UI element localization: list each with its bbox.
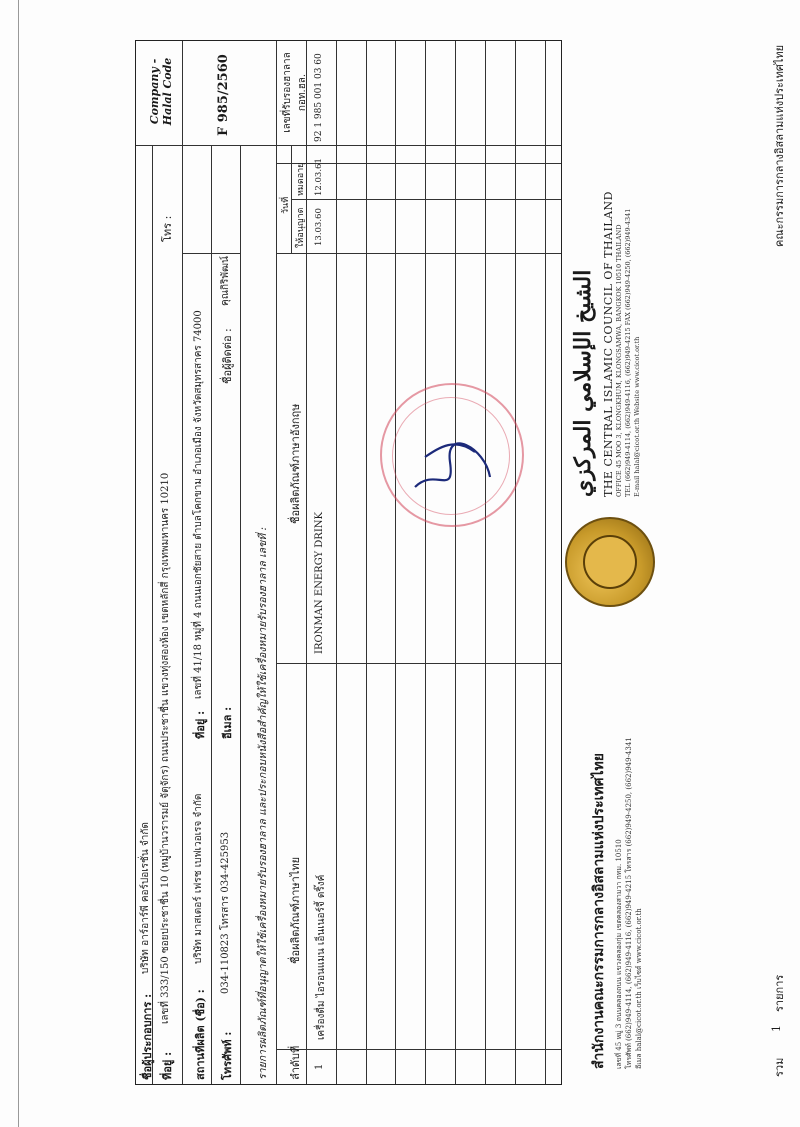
email-label: อีเมล : xyxy=(221,706,234,739)
address-label: ที่อยู่ : xyxy=(161,1051,174,1080)
row-1-issue-date: 13.03.60 xyxy=(314,208,324,246)
certificate-form xyxy=(135,40,562,1085)
factory-address-label: ที่อยู่ : xyxy=(194,710,207,739)
total-unit: รายการ xyxy=(773,974,786,1012)
org-name-english: THE CENTRAL ISLAMIC COUNCIL OF THAILAND xyxy=(602,191,615,497)
contact-label: ชื่อผู้ติดต่อ : xyxy=(221,328,234,384)
org-name-thai: สำนักงานคณะกรรมการกลางอิสลามแห่งประเทศไทย xyxy=(591,753,607,1069)
factory-address-value: เลขที่ 41/18 หมู่ที่ 4 ถนนเอกชัยสาย ตำบลโคกขาม อำเภอเมือง จังหวัดสมุทรสาคร 74000 xyxy=(193,310,204,699)
page-edge-line xyxy=(18,0,19,1127)
header-thai xyxy=(588,629,644,1069)
col-date-header: วันที่ xyxy=(281,196,291,214)
total-label: รวม xyxy=(773,1057,786,1077)
company-halal-label: Company - Halal Code xyxy=(148,57,174,126)
company-label: ชื่อผู้ประกอบการ : xyxy=(141,993,154,1080)
header-english xyxy=(570,137,642,497)
list-intro: รายการผลิตภัณฑ์ที่อนุญาตให้ใช้เครื่องหมายรับรองฮาลาล และประกอบหนังสือสำคัญให้ใช้เครื่องหมายรับรองฮาลาล เลขที่ : xyxy=(257,526,269,1080)
row-1-cert-number: 92 1 985 001 03 60 xyxy=(314,53,324,142)
org-name-arabic: الشيخ الإسلامي المركزي xyxy=(570,269,596,497)
col-expire-header: หมดอายุ xyxy=(296,162,306,196)
company-halal-value: F 985/2560 xyxy=(216,54,231,136)
col-name-en-header: ชื่อผลิตภัณฑ์ภาษาอังกฤษ xyxy=(289,403,302,524)
org-address-english: OFFICE 45 MOO 3, KLONGKHUM, KLONGSAMWA, BANGKOK 10510 THAILAND xyxy=(615,224,623,497)
col-issue-header: ให้อนุญาต xyxy=(296,207,306,248)
col-cert-header: เลขที่รับรองฮาลาล กอท.ฮล. xyxy=(282,52,308,133)
row-1-name-th: เครื่องดื่ม ไอรอนแมน เอ็นเนอร์จี้ ดริ๊งค์ xyxy=(316,874,327,1040)
factory-value: บริษัท มาสเตอร์ เฟรช เบฟเวอเรจ จำกัด xyxy=(193,793,204,964)
tel-label: โทรศัพท์ : xyxy=(221,1031,234,1080)
company-value: บริษัท อาร์อาร์พี คอร์ปอเรชั่น จำกัด xyxy=(140,822,151,974)
row-1-name-en: IRONMAN ENERGY DRINK xyxy=(314,511,325,654)
phone-label: โทร : xyxy=(161,215,174,242)
org-phone-english: TEL (662)949-4114, (662)949-4116, (662)949-4215 FAX (662)949-4250, (662)949-4341 xyxy=(624,208,632,497)
address-value: เลขที่ 333/150 ซอยประชาชื่น 10 (หมู่บ้านวรารมย์ จัตุจักร) ถนนประชาชื่น แขวงทุ่งสองห้อง เขตหลักสี่ กรุงเทพมหานคร 10210 xyxy=(160,472,171,1024)
col-name-th-header: ชื่อผลิตภัณฑ์ภาษาไทย xyxy=(289,856,302,964)
signature xyxy=(395,417,505,507)
total-count: 1 xyxy=(770,1025,783,1032)
org-email-thai: อีเมล halal@cicot.or.th เว็บไซต์ www.cicot.or.th xyxy=(635,908,643,1069)
row-1-expire-date: 12.03.61 xyxy=(314,158,324,196)
tel-value: 034-110823 โทรสาร 034-425953 xyxy=(220,831,231,994)
org-phone-thai: โทรศัพท์ (662)949-4114, (662)949-4116, (662)949-4215 โทรสาร (662)949-4250, (662)949-4341 xyxy=(625,737,633,1069)
org-footer: คณะกรรมการกลางอิสลามแห่งประเทศไทย xyxy=(773,44,786,247)
factory-label: สถานที่ผลิต (ชื่อ) : xyxy=(194,989,207,1080)
org-email-english: E-mail halal@cicot.or.th Website www.cicot.or.th xyxy=(633,336,641,497)
col-no-header: ลำดับที่ xyxy=(289,1045,302,1080)
row-1-no: 1 xyxy=(314,1063,325,1070)
contact-value: คุณกิริพัฒน์ xyxy=(220,256,231,306)
org-address-thai: เลขที่ 45 หมู่ 3 ถนนคลองถนน แขวงคลองกุ่ม เขตคลองสามวา กทม. 10510 xyxy=(615,839,623,1069)
council-seal-logo xyxy=(565,517,655,607)
